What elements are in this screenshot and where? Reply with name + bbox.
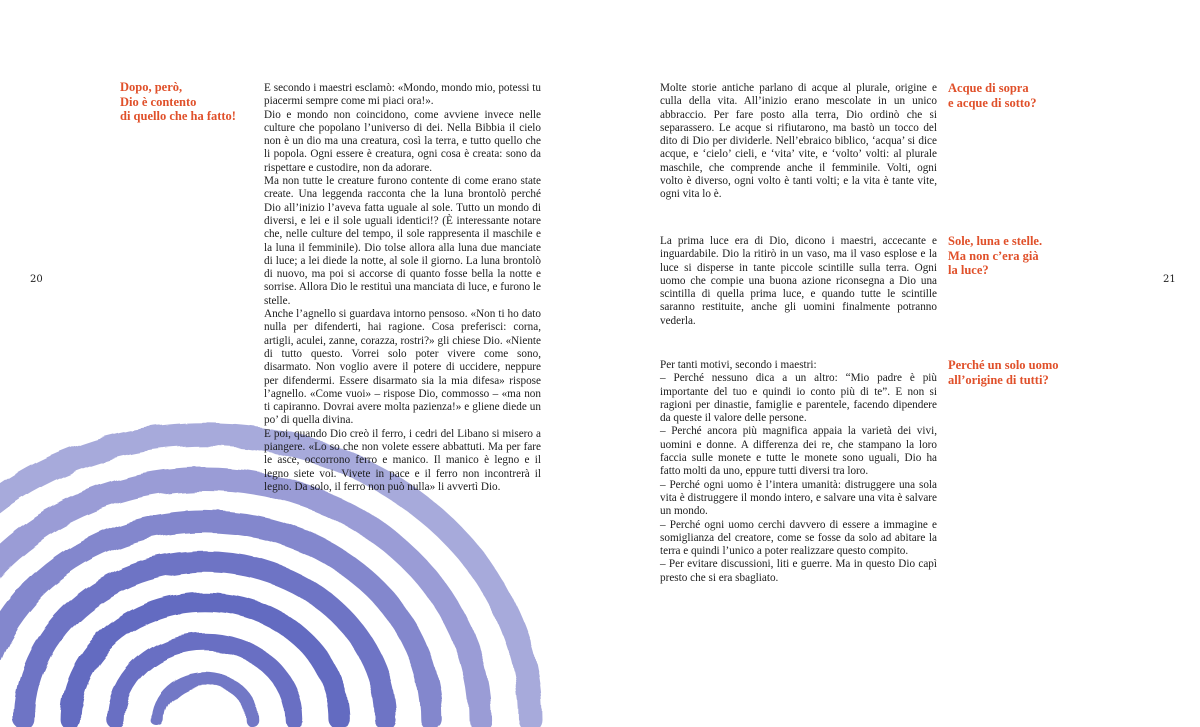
- page-number-left: 20: [30, 274, 43, 285]
- page-number-right: 21: [1163, 274, 1176, 285]
- section-3-heading: Perché un solo uomo all’origine di tutti?: [948, 358, 1059, 387]
- section-3-body: Per tanti motivi, secondo i maestri: – Perché nessuno dica a un altro: “Mio padre è più importante del tuo e quindi io conto più di te”. E non si ragioni per dinastie, famiglie e parentele, facendo dipendere da queste il valore delle persone. – Perché ancora più magnifica appaia la varietà dei vivi, uomini e donne. A differenza dei re, che stampano la loro faccia sulle monete e tutte le monete sono uguali, Dio ha fatto molti da uno, eppure tutti diversi tra loro. – Perché ogni uomo è l’intera umanità: distruggere una sola vita è distruggere il mondo intero, e salvare una vita è salvare un mondo. – Perché ogni uomo cerchi davvero di essere a immagine e somiglianza del creatore, come se fosse da solo ad abitare la terra e quindi l’unico a poter realizzare questo compito. – Per evitare discussioni, liti e guerre. Ma in questo Dio capì presto che si era sbagliato.: [660, 359, 937, 584]
- right-page: [600, 0, 1200, 727]
- section-2-body: La prima luce era di Dio, dicono i maestri, accecante e inguardabile. Dio la ritirò in un vaso, ma il vaso esplose e la luce si disperse in tante piccole scintille sulla terra. Ogni uomo che compie una buona azione riconsegna a Dio una scintilla di quella prima luce, e quando tutte le scintille saranno restituite, anche gli uomini finalmente potranno vederla.: [660, 235, 937, 327]
- left-page-body-text: E secondo i maestri esclamò: «Mondo, mondo mio, potessi tu piacermi sempre come mi piaci ora!». Dio e mondo non coincidono, come avviene invece nelle culture che popolano l’universo di dei. Nella Bibbia il cielo non è un dio ma una creatura, così la terra, e tutto quello che li popola. Ogni essere è creatura, ogni cosa è creata: sono da rispettare e custodire, non da adorare. Ma non tutte le creature furono contente di come erano state create. Una leggenda racconta che la luna brontolò perché Dio all’inizio l’aveva fatta uguale al sole. Tutto un mondo di diversi, e lei e il sole uguali identici!? (È interessante notare che, nelle culture del tempo, il sole rappresenta il maschile e la luna il femminile). Dio tolse allora alla luna due manciate di luce; a lei diede la notte, al sole il giorno. La luna brontolò di nuovo, ma poi si accorse di quanto fosse bella la notte e sorrise. Allora Dio le restituì una manciata di luce, e furono le stelle. Anche l’agnello si guardava intorno pensoso. «Non ti ho dato nulla per difenderti, hai ragione. Cosa preferisci: corna, artigli, aculei, zanne, corazza, rostri?» gli chiese Dio. «Niente di tutto questo. Vorrei solo poter vivere come sono, disarmato. Non voglio avere il potere di uccidere, neppure per difendermi. Essere disarmato sia la mia difesa» rispose l’agnello. «Come vuoi» – rispose Dio, commosso – «ma non ti capiranno. Dovrai avere molta pazienza!» e gliene diede un po’ di quella divina. E poi, quando Dio creò il ferro, i cedri del Libano si misero a piangere. «Lo so che non volete essere abbattuti. Ma per fare le asce, occorrono ferro e manico. Il manico è legno e il legno siete voi. Vivete in pace e il ferro non incontrerà il legno. Da solo, il ferro non può nulla» li avvertì Dio.: [264, 82, 541, 493]
- section-2-heading: Sole, luna e stelle. Ma non c’era già la luce?: [948, 234, 1043, 277]
- section-1-body: Molte storie antiche parlano di acque al plurale, origine e culla della vita. All’inizio erano mescolate in un unico abbraccio. Per fare posto alla terra, Dio ordinò che si separassero. Le acque si rifiutarono, ma bastò un tocco del dito di Dio per dividerle. Nell’ebraico biblico, ‘acqua’ si dice acque, e ‘cielo’ cieli, e ‘vita’ vite, e ‘volto’ volti: al plurale maschile, che comprende anche il femminile. Volti, ogni volto è diverso, ogni volto è tanti volti; e la vita è tante vite, ogni vita lo è.: [660, 82, 937, 201]
- section-1-heading: Acque di sopra e acque di sotto?: [948, 81, 1037, 110]
- left-page-heading: Dopo, però, Dio è contento di quello che ha fatto!: [120, 80, 236, 123]
